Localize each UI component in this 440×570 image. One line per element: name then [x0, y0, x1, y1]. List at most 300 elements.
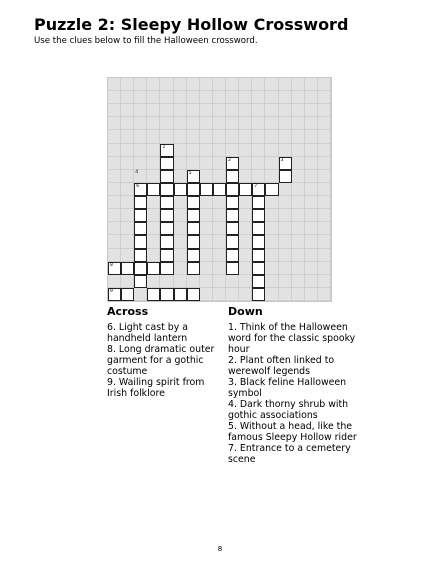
down-clues-list [228, 322, 358, 465]
crossword-cell-open[interactable] [160, 235, 173, 248]
crossword-cell-blank [292, 91, 305, 104]
crossword-cell-blank [226, 288, 239, 301]
crossword-cell-blank [174, 170, 187, 183]
crossword-cell-open[interactable] [226, 183, 239, 196]
crossword-cell-blank [160, 275, 173, 288]
crossword-cell-blank [200, 262, 213, 275]
down-clue: 4. Dark thorny shrub with gothic associations [228, 399, 349, 421]
crossword-cell-blank [147, 275, 160, 288]
crossword-cell-blank [239, 235, 252, 248]
crossword-cell-blank [318, 196, 331, 209]
down-clue: 5. Without a head, like the famous Sleepy Hollow rider [228, 421, 357, 443]
crossword-cell-blank [305, 262, 318, 275]
crossword-cell-open[interactable] [160, 222, 173, 235]
crossword-cell-blank [108, 235, 121, 248]
crossword-cell-blank [213, 157, 226, 170]
crossword-cell-blank [318, 91, 331, 104]
crossword-cell-blank [239, 275, 252, 288]
crossword-cell-blank [174, 249, 187, 262]
crossword-cell-open[interactable] [134, 262, 147, 275]
crossword-cell-blank [174, 144, 187, 157]
crossword-cell-open[interactable] [187, 288, 200, 301]
crossword-cell-blank [265, 157, 278, 170]
crossword-cell-open[interactable] [134, 183, 147, 196]
crossword-cell-open[interactable] [226, 235, 239, 248]
across-clues-list [107, 322, 225, 399]
crossword-cell-open[interactable] [252, 196, 265, 209]
crossword-cell-open[interactable] [252, 275, 265, 288]
crossword-cell-blank [239, 157, 252, 170]
crossword-cell-blank [265, 249, 278, 262]
crossword-cell-blank [174, 235, 187, 248]
puzzle-title: Puzzle 2: Sleepy Hollow Crossword [34, 15, 349, 34]
crossword-cell-blank [147, 157, 160, 170]
crossword-cell-blank [160, 78, 173, 91]
crossword-cell-blank [200, 275, 213, 288]
crossword-cell-open[interactable] [226, 196, 239, 209]
crossword-cell-blank [265, 91, 278, 104]
crossword-cell-blank [134, 130, 147, 143]
crossword-cell-blank [147, 104, 160, 117]
crossword-cell-blank [252, 170, 265, 183]
crossword-cell-blank [318, 262, 331, 275]
crossword-cell-open[interactable] [187, 196, 200, 209]
crossword-cell-blank [292, 262, 305, 275]
crossword-cell-blank [305, 91, 318, 104]
crossword-cell-open[interactable] [134, 222, 147, 235]
crossword-cell-blank [121, 183, 134, 196]
crossword-cell-blank [252, 144, 265, 157]
crossword-cell-blank [108, 275, 121, 288]
crossword-cell-blank [121, 209, 134, 222]
crossword-cell-blank [213, 170, 226, 183]
crossword-cell-blank [239, 209, 252, 222]
clue-number: 7 [254, 183, 258, 189]
crossword-cell-blank [213, 91, 226, 104]
crossword-cell-blank [213, 288, 226, 301]
crossword-cell-open[interactable] [200, 183, 213, 196]
crossword-cell-blank [200, 91, 213, 104]
crossword-cell-blank [134, 78, 147, 91]
crossword-cell-blank [174, 91, 187, 104]
crossword-cell-open[interactable] [174, 288, 187, 301]
crossword-cell-blank [226, 91, 239, 104]
clue-number: 3 [280, 157, 284, 163]
crossword-cell-blank [265, 209, 278, 222]
crossword-cell-blank [279, 235, 292, 248]
crossword-cell-blank [213, 222, 226, 235]
crossword-cell-blank [265, 262, 278, 275]
crossword-cell-blank [174, 196, 187, 209]
crossword-cell-blank [121, 170, 134, 183]
crossword-cell-blank [147, 117, 160, 130]
crossword-cell-blank [200, 157, 213, 170]
crossword-cell-blank [174, 130, 187, 143]
crossword-cell-open[interactable] [160, 170, 173, 183]
crossword-cell-blank [318, 130, 331, 143]
crossword-cell-blank [121, 275, 134, 288]
crossword-cell-blank [239, 249, 252, 262]
crossword-cell-open[interactable] [134, 209, 147, 222]
crossword-cell-blank [305, 235, 318, 248]
crossword-cell-blank [318, 183, 331, 196]
crossword-cell-blank [305, 209, 318, 222]
crossword-cell-blank [305, 144, 318, 157]
crossword-cell-blank [160, 91, 173, 104]
crossword-cell-blank [279, 209, 292, 222]
crossword-cell-open[interactable] [160, 249, 173, 262]
crossword-cell-blank [318, 235, 331, 248]
crossword-cell-blank [134, 117, 147, 130]
crossword-cell-blank [305, 249, 318, 262]
clue-number: 9 [110, 288, 113, 294]
crossword-cell-blank [252, 117, 265, 130]
crossword-cell-blank [108, 196, 121, 209]
crossword-cell-open[interactable] [121, 288, 134, 301]
crossword-cell-blank [252, 91, 265, 104]
crossword-cell-open[interactable] [279, 157, 292, 170]
crossword-cell-blank [239, 78, 252, 91]
crossword-cell-open[interactable] [252, 288, 265, 301]
crossword-cell-blank [265, 104, 278, 117]
crossword-cell-blank [239, 196, 252, 209]
crossword-cell-blank [200, 130, 213, 143]
crossword-cell-blank [279, 183, 292, 196]
crossword-cell-blank [318, 117, 331, 130]
crossword-cell-blank [318, 157, 331, 170]
down-clue: 3. Black feline Halloween symbol [228, 377, 347, 399]
clue-number: 6 [136, 183, 140, 189]
crossword-cell-blank [134, 91, 147, 104]
crossword-cell-blank [213, 78, 226, 91]
crossword-grid [107, 77, 332, 302]
crossword-cell-open[interactable] [265, 183, 278, 196]
down-clue: 2. Plant often linked to werewolf legends [228, 355, 335, 377]
crossword-cell-blank [318, 209, 331, 222]
crossword-cell-open[interactable] [134, 235, 147, 248]
crossword-cell-open[interactable] [252, 235, 265, 248]
crossword-cell-blank [147, 130, 160, 143]
crossword-cell-open[interactable] [226, 157, 239, 170]
crossword-cell-blank [121, 91, 134, 104]
crossword-cell-blank [121, 196, 134, 209]
down-clue: 7. Entrance to a cemetery scene [228, 443, 351, 465]
crossword-cell-blank [226, 144, 239, 157]
crossword-cell-blank [318, 144, 331, 157]
crossword-cell-blank [200, 144, 213, 157]
crossword-cell-open[interactable] [147, 262, 160, 275]
crossword-cell-blank [187, 104, 200, 117]
crossword-cell-blank [108, 130, 121, 143]
crossword-cell-blank [292, 117, 305, 130]
crossword-cell-open[interactable] [160, 157, 173, 170]
crossword-cell-blank [265, 196, 278, 209]
crossword-cell-blank [200, 78, 213, 91]
crossword-cell-blank [239, 91, 252, 104]
crossword-cell-blank [279, 78, 292, 91]
crossword-cell-blank [147, 235, 160, 248]
crossword-cell-open[interactable] [187, 170, 200, 183]
crossword-cell-blank [134, 144, 147, 157]
crossword-cell-blank [200, 222, 213, 235]
crossword-cell-open[interactable] [134, 275, 147, 288]
crossword-cell-open[interactable] [279, 170, 292, 183]
clue-number: 2 [228, 157, 231, 163]
crossword-cell-open[interactable] [252, 183, 265, 196]
crossword-cell-blank [108, 157, 121, 170]
crossword-cell-blank [147, 249, 160, 262]
crossword-cell-blank [121, 235, 134, 248]
crossword-cell-blank [305, 288, 318, 301]
crossword-cell-blank [121, 249, 134, 262]
crossword-cell-blank [265, 275, 278, 288]
crossword-cell-blank [187, 144, 200, 157]
crossword-cell-open[interactable] [187, 222, 200, 235]
crossword-cell-blank [292, 130, 305, 143]
crossword-cell-blank [121, 117, 134, 130]
crossword-cell-blank [200, 249, 213, 262]
crossword-cell-blank [318, 249, 331, 262]
crossword-cell-blank [187, 117, 200, 130]
crossword-cell-blank [108, 78, 121, 91]
crossword-cell-blank [174, 209, 187, 222]
crossword-cell-blank [292, 209, 305, 222]
crossword-cell-open[interactable] [160, 144, 173, 157]
across-clue: 8. Long dramatic outer garment for a gothic costume [107, 344, 215, 377]
crossword-cell-blank [213, 117, 226, 130]
crossword-cell-open[interactable] [239, 183, 252, 196]
crossword-cell-blank [108, 183, 121, 196]
crossword-cell-blank [305, 183, 318, 196]
crossword-cell-open[interactable] [226, 262, 239, 275]
crossword-cell-blank [305, 104, 318, 117]
crossword-cell-open[interactable] [187, 249, 200, 262]
crossword-cell-blank [265, 170, 278, 183]
crossword-cell-blank [265, 130, 278, 143]
crossword-cell-blank [279, 144, 292, 157]
crossword-cell-open[interactable] [252, 209, 265, 222]
clue-number: 1 [162, 144, 166, 150]
crossword-cell-blank [121, 144, 134, 157]
crossword-cell-blank [174, 262, 187, 275]
crossword-cell-blank [252, 104, 265, 117]
crossword-cell-blank [200, 170, 213, 183]
crossword-cell-open[interactable] [134, 196, 147, 209]
crossword-cell-blank [174, 104, 187, 117]
crossword-cell-blank [265, 78, 278, 91]
crossword-cell-open[interactable] [108, 262, 121, 275]
crossword-cell-blank [200, 117, 213, 130]
crossword-cell-blank [292, 157, 305, 170]
down-clue: 1. Think of the Halloween word for the classic spooky hour [228, 322, 356, 355]
crossword-cell-blank [213, 196, 226, 209]
crossword-cell-blank [239, 222, 252, 235]
crossword-cell-blank [213, 262, 226, 275]
crossword-cell-blank [305, 222, 318, 235]
crossword-cell-blank [121, 104, 134, 117]
crossword-cell-blank [187, 275, 200, 288]
crossword-cell-open[interactable] [160, 209, 173, 222]
puzzle-instructions: Use the clues below to fill the Halloween crossword. [34, 36, 258, 46]
crossword-cell-blank [292, 275, 305, 288]
crossword-cell-blank [226, 130, 239, 143]
crossword-cell-blank [279, 91, 292, 104]
crossword-cell-blank [279, 275, 292, 288]
crossword-cell-blank [213, 275, 226, 288]
crossword-cell-blank [121, 78, 134, 91]
crossword-cell-blank [265, 222, 278, 235]
crossword-cell-open[interactable] [187, 209, 200, 222]
crossword-cell-open[interactable] [252, 222, 265, 235]
crossword-cell-blank [305, 170, 318, 183]
crossword-cell-blank [174, 157, 187, 170]
crossword-cell-blank [305, 117, 318, 130]
crossword-cell-blank [134, 157, 147, 170]
crossword-cell-blank [279, 222, 292, 235]
crossword-cell-open[interactable] [160, 288, 173, 301]
crossword-cell-blank [213, 144, 226, 157]
crossword-cell-blank [147, 91, 160, 104]
crossword-cell-blank [187, 91, 200, 104]
crossword-cell-blank [292, 183, 305, 196]
crossword-cell-blank [305, 196, 318, 209]
crossword-cell-open[interactable] [226, 222, 239, 235]
crossword-cell-blank [292, 78, 305, 91]
crossword-cell-open[interactable] [134, 249, 147, 262]
crossword-cell-blank [305, 78, 318, 91]
crossword-cell-blank [318, 104, 331, 117]
crossword-cell-blank [160, 130, 173, 143]
crossword-cell-blank [252, 130, 265, 143]
crossword-cell-blank [279, 249, 292, 262]
crossword-cell-blank [147, 144, 160, 157]
crossword-cell-blank [239, 117, 252, 130]
crossword-cell-blank [200, 196, 213, 209]
crossword-cell-blank [292, 249, 305, 262]
crossword-cell-open[interactable] [160, 262, 173, 275]
crossword-cell-blank [174, 78, 187, 91]
crossword-cell-blank [213, 130, 226, 143]
crossword-cell-blank [147, 196, 160, 209]
crossword-cell-blank [305, 157, 318, 170]
crossword-cell-blank [174, 275, 187, 288]
crossword-cell-blank [213, 209, 226, 222]
crossword-cell-blank [187, 78, 200, 91]
crossword-cell-open[interactable] [174, 183, 187, 196]
crossword-cell-blank [200, 288, 213, 301]
crossword-cell-blank [318, 78, 331, 91]
crossword-cell-blank [108, 249, 121, 262]
clue-number: 5 [188, 170, 192, 176]
crossword-cell-blank [318, 170, 331, 183]
crossword-cell-blank [108, 91, 121, 104]
crossword-cell-blank [265, 288, 278, 301]
crossword-cell-blank [252, 78, 265, 91]
clue-number: 4 [135, 169, 139, 175]
crossword-cell-open[interactable] [213, 183, 226, 196]
crossword-cell-blank [121, 157, 134, 170]
crossword-cell-blank [265, 235, 278, 248]
crossword-cell-blank [239, 262, 252, 275]
crossword-cell-blank [134, 288, 147, 301]
crossword-cell-open[interactable] [187, 262, 200, 275]
crossword-cell-blank [121, 130, 134, 143]
crossword-cell-blank [108, 222, 121, 235]
crossword-cell-blank [305, 275, 318, 288]
crossword-cell-blank [239, 144, 252, 157]
crossword-cell-blank [226, 78, 239, 91]
crossword-cell-blank [292, 170, 305, 183]
crossword-cell-blank [239, 130, 252, 143]
crossword-cell-blank [279, 196, 292, 209]
crossword-cell-blank [292, 222, 305, 235]
crossword-cell-blank [134, 170, 147, 183]
crossword-cell-open[interactable] [147, 288, 160, 301]
crossword-cell-blank [200, 209, 213, 222]
crossword-cell-open[interactable] [252, 262, 265, 275]
crossword-cell-blank [239, 288, 252, 301]
page-number: 8 [217, 545, 223, 553]
crossword-cell-blank [174, 222, 187, 235]
crossword-cell-open[interactable] [226, 170, 239, 183]
crossword-cell-blank [279, 104, 292, 117]
crossword-cell-blank [187, 157, 200, 170]
crossword-cell-open[interactable] [226, 209, 239, 222]
crossword-cell-blank [160, 104, 173, 117]
crossword-cell-blank [174, 117, 187, 130]
crossword-cell-open[interactable] [252, 249, 265, 262]
crossword-cell-blank [292, 104, 305, 117]
crossword-cell-open[interactable] [160, 196, 173, 209]
crossword-cell-blank [292, 288, 305, 301]
crossword-cell-blank [279, 117, 292, 130]
crossword-cell-blank [134, 104, 147, 117]
crossword-cell-open[interactable] [187, 183, 200, 196]
crossword-cell-blank [292, 196, 305, 209]
crossword-cell-blank [147, 170, 160, 183]
crossword-cell-blank [318, 288, 331, 301]
crossword-cell-blank [318, 275, 331, 288]
crossword-cell-blank [108, 170, 121, 183]
crossword-cell-open[interactable] [160, 183, 173, 196]
crossword-cell-blank [252, 157, 265, 170]
crossword-cell-open[interactable] [121, 262, 134, 275]
crossword-cell-blank [200, 235, 213, 248]
crossword-cell-blank [160, 117, 173, 130]
crossword-cell-blank [305, 130, 318, 143]
crossword-cell-blank [147, 222, 160, 235]
clue-number: 8 [110, 262, 113, 268]
crossword-cell-open[interactable] [226, 249, 239, 262]
crossword-cell-blank [147, 209, 160, 222]
crossword-cell-open[interactable] [108, 288, 121, 301]
crossword-cell-blank [279, 130, 292, 143]
crossword-cell-blank [279, 262, 292, 275]
crossword-cell-blank [318, 222, 331, 235]
crossword-cell-blank [265, 117, 278, 130]
crossword-cell-blank [226, 117, 239, 130]
crossword-cell-open[interactable] [147, 183, 160, 196]
crossword-cell-blank [213, 249, 226, 262]
crossword-cell-blank [239, 170, 252, 183]
across-clue: 9. Wailing spirit from Irish folklore [107, 377, 205, 399]
crossword-cell-blank [147, 78, 160, 91]
crossword-cell-blank [213, 235, 226, 248]
crossword-cell-blank [187, 130, 200, 143]
crossword-cell-blank [265, 144, 278, 157]
crossword-cell-open[interactable] [187, 235, 200, 248]
down-heading: Down [228, 305, 263, 318]
